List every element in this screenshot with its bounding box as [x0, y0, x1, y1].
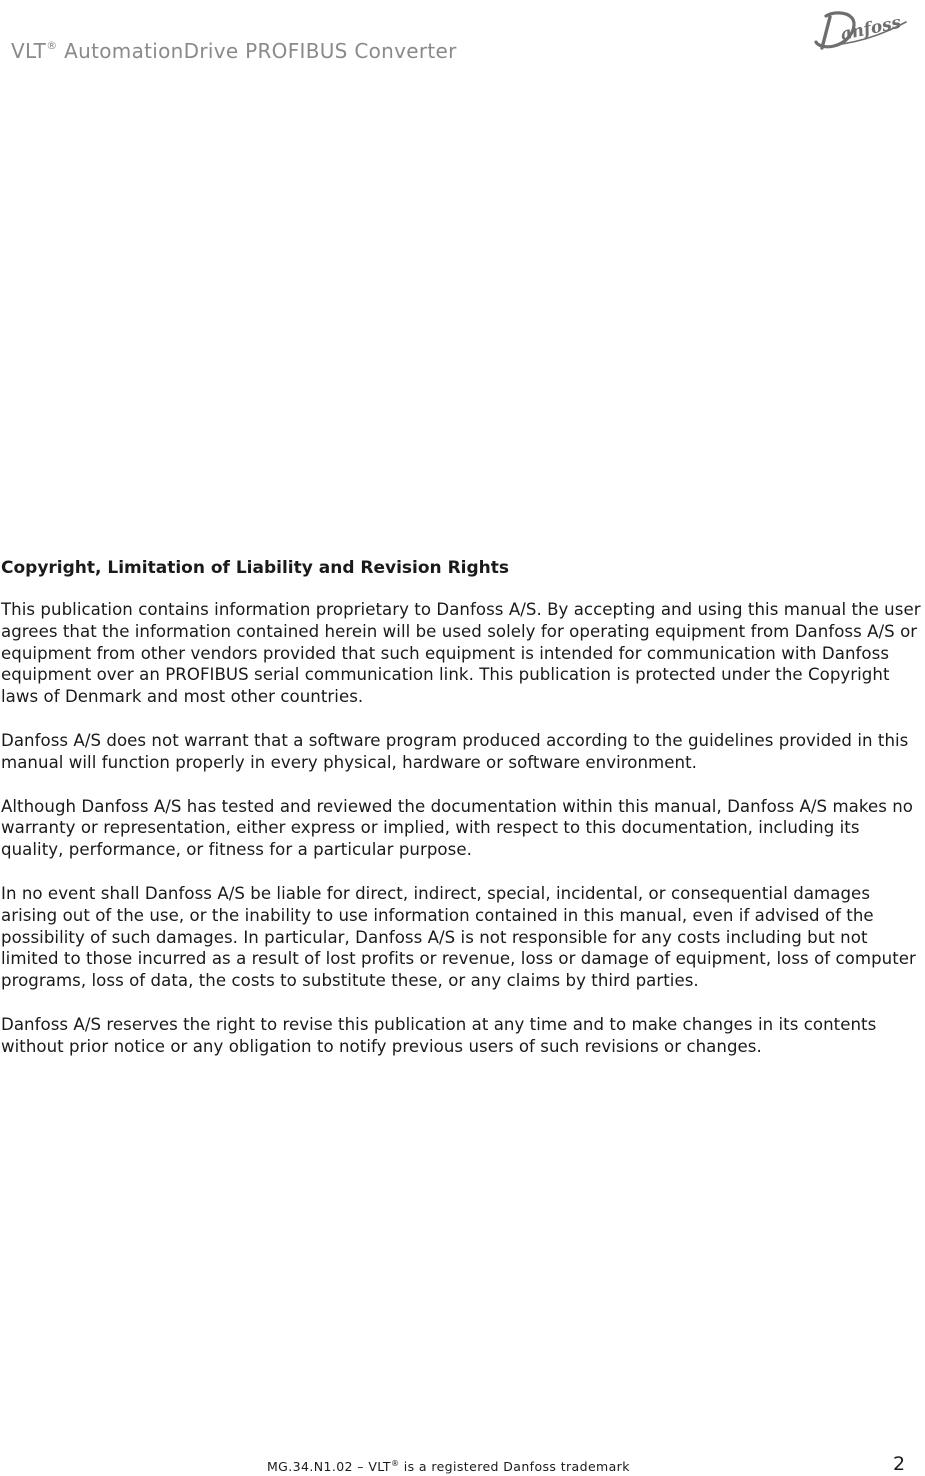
registered-mark: ®	[46, 39, 58, 52]
paragraph-no-representation: Although Danfoss A/S has tested and reviewed the documentation within this manual, Danfoss A/S makes no warranty or representation, either express or implied, with respect to this documentation, including its quality, performance, or fitness for a particular purpose.	[1, 796, 914, 860]
registered-mark: ®	[390, 1459, 400, 1468]
paragraph-liability: In no event shall Danfoss A/S be liable for direct, indirect, special, incidental, or consequential damages arising out of the use, or the inability to use information contained in this manual, even if advised of the possibility of such damages. In particular, Danfoss A/S is not responsible for any costs including but not limited to those incurred as a result of lost profits or revenue, loss or damage of equipment, loss of computer programs, loss of data, the costs to substitute these, or any claims by third parties.	[1, 883, 916, 991]
paragraph-revision-rights: Danfoss A/S reserves the right to revise this publication at any time and to make changes in its contents without prior notice or any obligation to notify previous users of such revisions or changes.	[1, 1014, 877, 1056]
danfoss-logo	[812, 8, 910, 54]
header-title-suffix: AutomationDrive PROFIBUS Converter	[57, 39, 457, 63]
document-code: MG.34.N1.02	[267, 1459, 353, 1474]
main-content	[1, 557, 925, 1080]
header-title-prefix: VLT	[11, 39, 47, 63]
footer-trademark	[267, 1459, 630, 1474]
trademark-suffix: is a registered Danfoss trademark	[399, 1459, 630, 1474]
page-number: 2	[893, 1453, 906, 1475]
trademark-prefix: – VLT	[352, 1459, 391, 1474]
section-heading: Copyright, Limitation of Liability and Revision Rights	[1, 558, 510, 578]
document-header-title	[11, 39, 457, 63]
paragraph-proprietary: This publication contains information proprietary to Danfoss A/S. By accepting and using this manual the user agrees that the information contained herein will be used solely for operating equipment from Danfoss A/S or equipment from other vendors provided that such equipment is intended for communication with Danfoss equipment over an PROFIBUS serial communication link. This publication is protected under the Copyright laws of Denmark and most other countries.	[1, 600, 921, 707]
svg-text:anfoss: anfoss	[838, 12, 903, 45]
paragraph-warranty: Danfoss A/S does not warrant that a software program produced according to the guidelines provided in this manual will function properly in every physical, hardware or software environment.	[1, 730, 909, 772]
